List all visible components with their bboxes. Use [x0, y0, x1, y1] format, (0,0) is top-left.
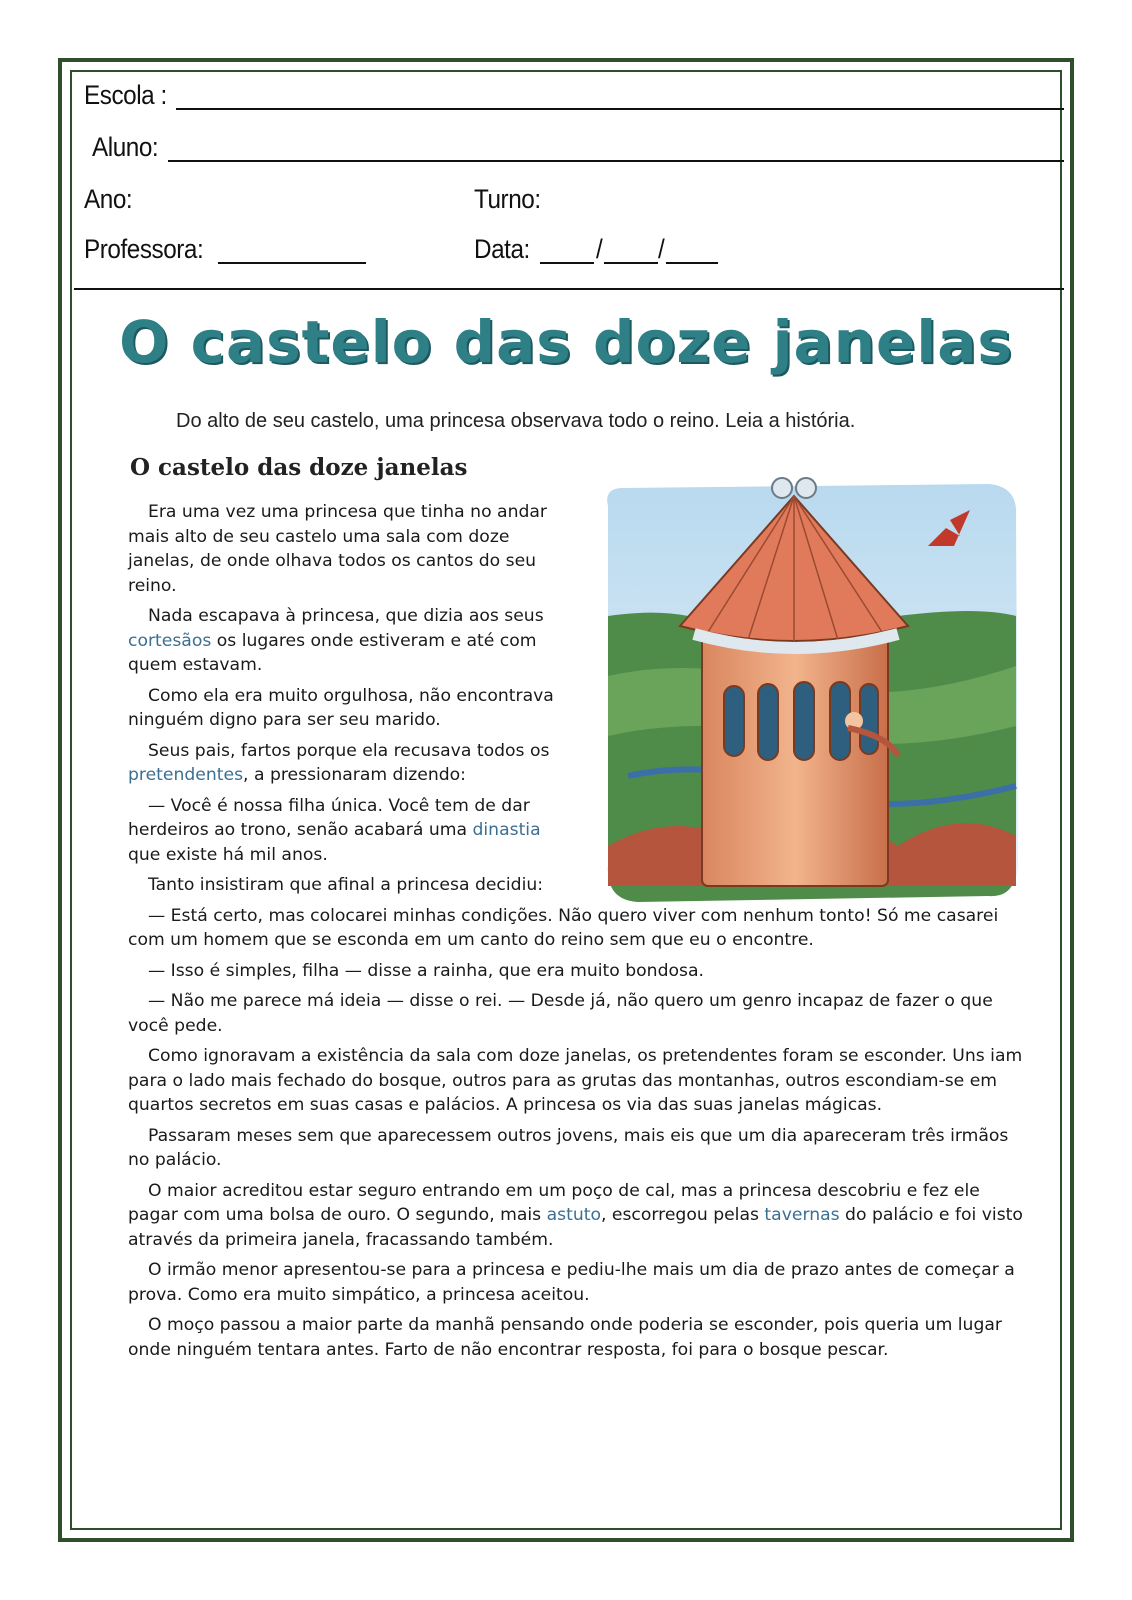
- school-field[interactable]: [176, 108, 1064, 110]
- date-label: Data:: [474, 234, 530, 264]
- story-title: O castelo das doze janelas: [130, 454, 468, 481]
- page-title: O castelo das doze janelas: [119, 308, 1013, 376]
- story-paragraph: — Está certo, mas colocarei minhas condições. Não quero viver com nenhum tonto! Só me casarei com um homem que se esconda em um canto do reino sem que eu o encontre.: [128, 905, 999, 950]
- glossary-word-tavernas[interactable]: tavernas: [764, 1205, 840, 1225]
- date-separator-1: /: [596, 234, 603, 264]
- teacher-label: Professora:: [84, 234, 204, 264]
- student-label: Aluno:: [92, 132, 159, 162]
- story-paragraph: Era uma vez uma princesa que tinha no andar mais alto de seu castelo uma sala com doze janelas, de onde olhava todos os cantos do seu reino.: [128, 502, 547, 596]
- shift-label: Turno:: [474, 184, 541, 214]
- story-paragraph: O moço passou a maior parte da manhã pensando onde poderia se esconder, pois queria um lugar onde ninguém tentara antes. Farto de não encontrar resposta, foi para o bosque pescar.: [128, 1315, 1002, 1360]
- year-label: Ano:: [84, 184, 133, 214]
- date-year-field[interactable]: [666, 262, 718, 264]
- student-header: [74, 74, 1064, 290]
- story-text: [128, 500, 1028, 1368]
- school-label: Escola :: [84, 80, 167, 110]
- story-paragraph: Como ela era muito orgulhosa, não encontrava ninguém digno para ser seu marido.: [128, 685, 554, 730]
- story-paragraph: Tanto insistiram que afinal a princesa decidiu:: [148, 875, 544, 895]
- glossary-word-dinastia[interactable]: dinastia: [472, 820, 541, 840]
- story-paragraph: — Isso é simples, filha — disse a rainha, que era muito bondosa.: [148, 960, 704, 981]
- glossary-word-astuto[interactable]: astuto: [546, 1205, 601, 1225]
- story-paragraph: Seus pais, fartos porque ela recusava todos os pretendentes, a pressionaram dizendo:: [128, 740, 550, 785]
- story-paragraph: — Você é nossa filha única. Você tem de dar herdeiros ao trono, senão acabará uma dinastia que existe há mil anos.: [128, 795, 541, 865]
- date-day-field[interactable]: [540, 262, 594, 264]
- story-paragraph: Nada escapava à princesa, que dizia aos seus cortesãos os lugares onde estiveram e até com quem estavam.: [128, 606, 544, 675]
- teacher-field[interactable]: [218, 262, 366, 264]
- story-paragraph: Como ignoravam a existência da sala com doze janelas, os pretendentes foram se esconder. Uns iam para o lado mais fechado do bosque, outros para as grutas das montanhas, outros escondiam-se em quartos secretos em suas casas e palácios. A princesa os via das suas janelas mágicas.: [128, 1046, 1023, 1115]
- student-field[interactable]: [168, 160, 1064, 162]
- date-month-field[interactable]: [604, 262, 658, 264]
- glossary-word-cortesaos[interactable]: cortesãos: [128, 630, 212, 651]
- story-paragraph: O maior acreditou estar seguro entrando em um poço de cal, mas a princesa descobriu e fez ele pagar com uma bolsa de ouro. O segundo, mais astuto, escorregou pelas tavernas do palácio e foi visto através da primeira janela, fracassando também.: [128, 1180, 1023, 1250]
- glossary-word-pretendentes[interactable]: pretendentes: [128, 765, 244, 785]
- story-paragraph: Passaram meses sem que aparecessem outros jovens, mais eis que um dia apareceram três irmãos no palácio.: [128, 1125, 1009, 1170]
- story-paragraph: O irmão menor apresentou-se para a princesa e pediu-lhe mais um dia de prazo antes de começar a prova. Como era muito simpático, a princesa aceitou.: [128, 1260, 1015, 1305]
- story-paragraph: — Não me parece má ideia — disse o rei. — Desde já, não quero um genro incapaz de fazer o que você pede.: [128, 991, 993, 1036]
- intro-text: Do alto de seu castelo, uma princesa observava todo o reino. Leia a história.: [176, 410, 856, 432]
- date-separator-2: /: [658, 234, 665, 264]
